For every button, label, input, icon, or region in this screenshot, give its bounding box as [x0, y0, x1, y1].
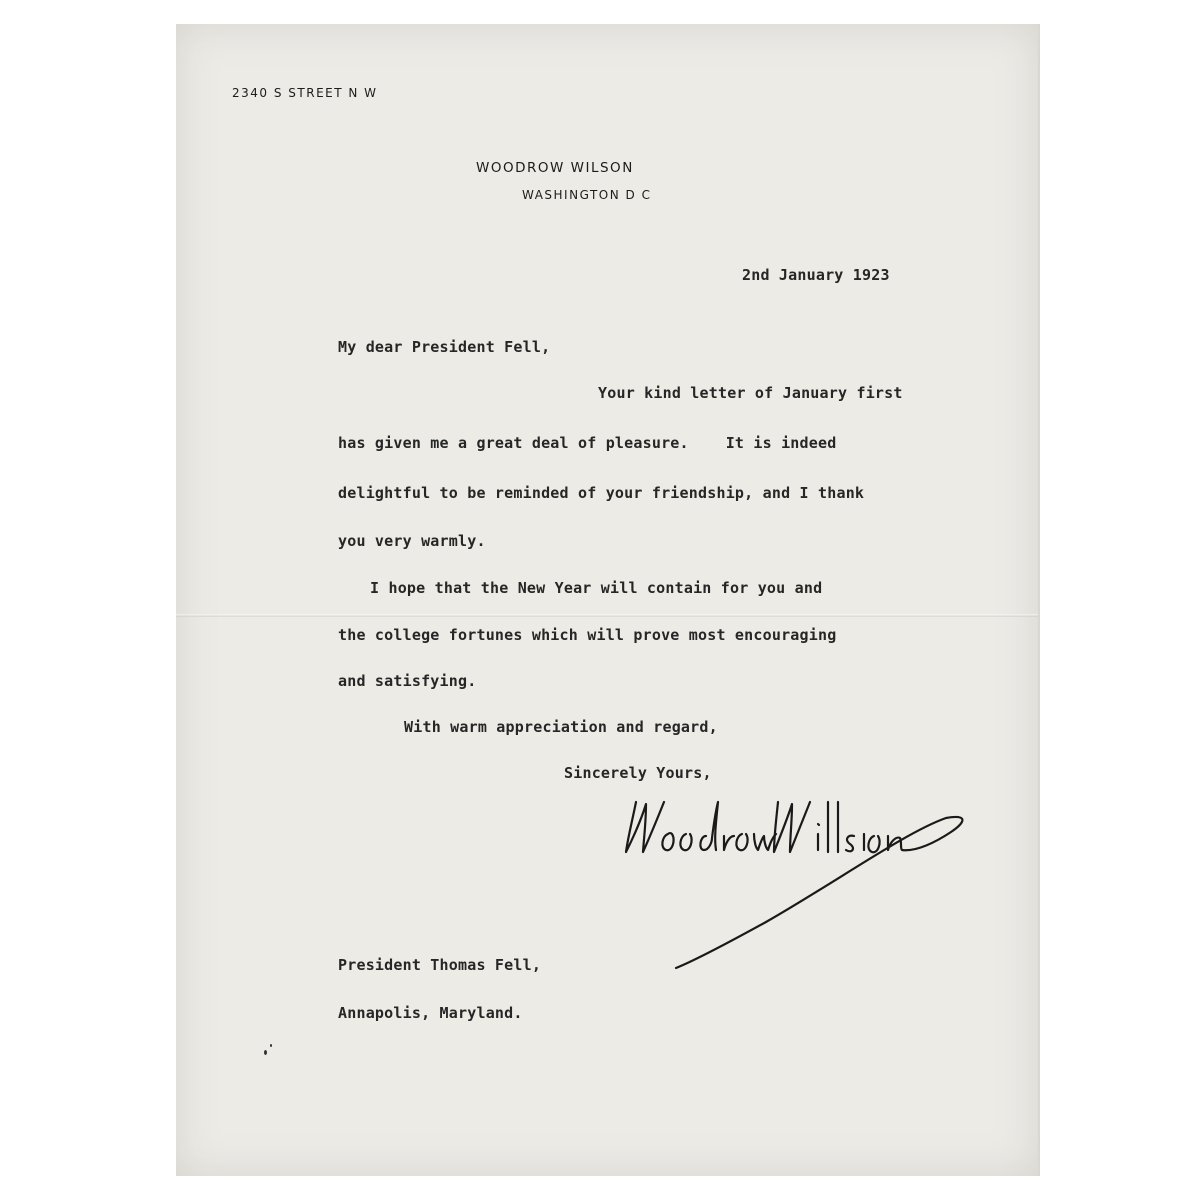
letter-date: 2nd January 1923 [742, 266, 890, 284]
recipient-location: Annapolis, Maryland. [338, 1004, 523, 1022]
body-line: and satisfying. [338, 672, 477, 690]
body-line: the college fortunes which will prove most encouraging [338, 626, 837, 644]
closing: Sincerely Yours, [564, 764, 712, 782]
letter-sheet [176, 24, 1040, 1176]
body-line: I hope that the New Year will contain for you and [370, 579, 823, 597]
recipient-name: President Thomas Fell, [338, 956, 542, 974]
signature [606, 772, 986, 982]
salutation: My dear President Fell, [338, 338, 551, 356]
body-line: delightful to be reminded of your friendship, and I thank [338, 484, 865, 502]
paper-fold [176, 614, 1038, 617]
body-line: you very warmly. [338, 532, 486, 550]
body-line: Your kind letter of January first [598, 384, 903, 402]
letterhead-address: 2340 S STREET N W [232, 86, 378, 100]
ink-speck [270, 1044, 272, 1047]
body-line: has given me a great deal of pleasure. It is indeed [338, 434, 837, 452]
ink-speck [264, 1050, 267, 1055]
body-line: With warm appreciation and regard, [404, 718, 718, 736]
letterhead-city: WASHINGTON D C [522, 188, 652, 202]
letterhead-name: WOODROW WILSON [476, 160, 634, 176]
